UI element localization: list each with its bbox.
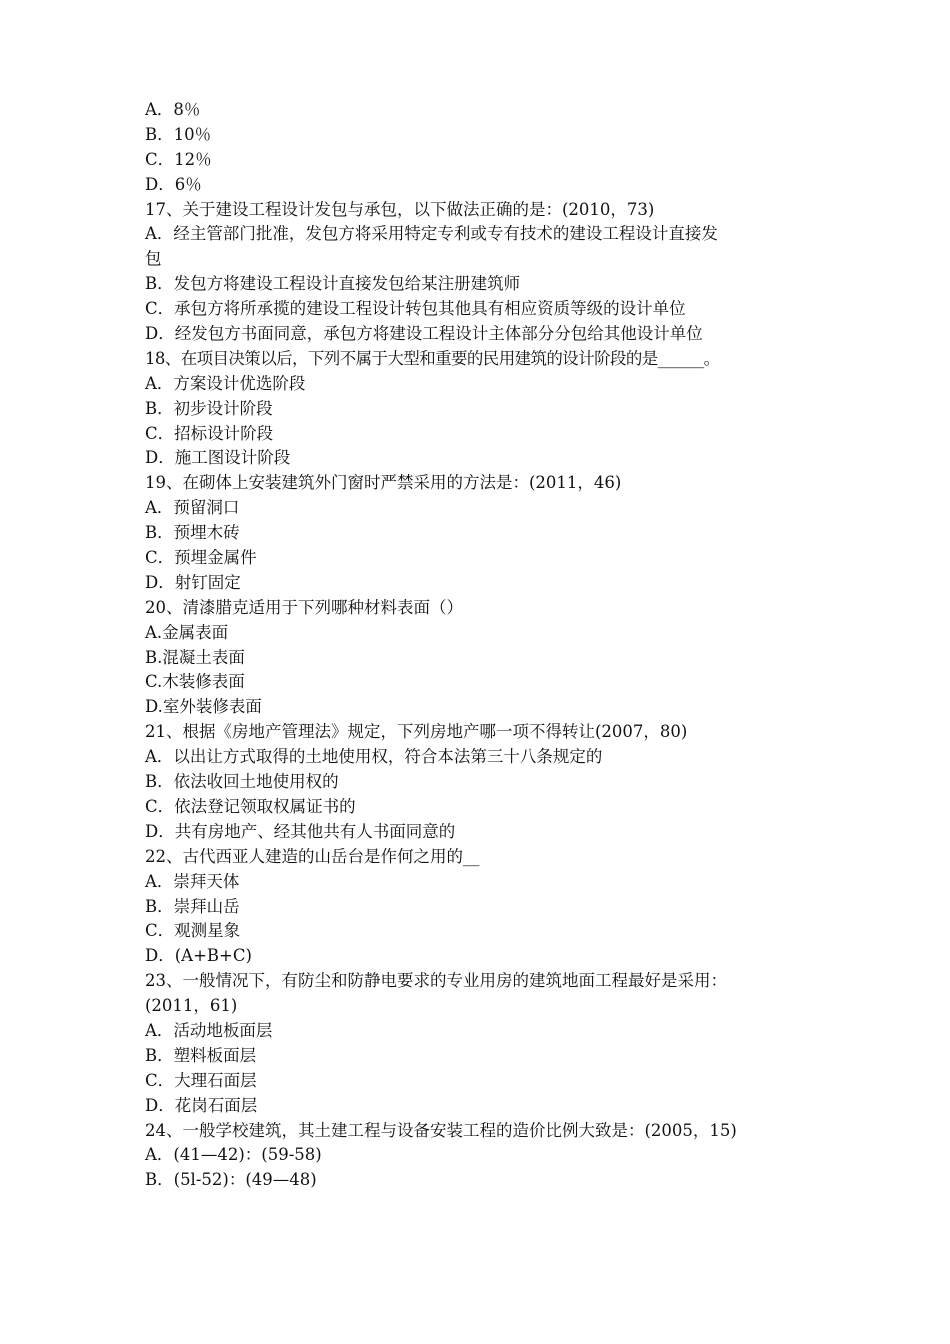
option-line: B．(5l-52)：(49—48) <box>145 1170 317 1190</box>
option-line: B．初步设计阶段 <box>145 398 273 418</box>
option-line: D．共有房地产、经其他共有人书面同意的 <box>145 821 456 841</box>
option-line: D．花岗石面层 <box>145 1095 258 1115</box>
option-line: B.混凝土表面 <box>145 647 245 667</box>
question-23: 23、一般情况下，有防尘和防静电要求的专业用房的建筑地面工程最好是采用： <box>145 971 727 991</box>
option-line: B．发包方将建设工程设计直接发包给某注册建筑师 <box>145 274 521 294</box>
option-line: B．预埋木砖 <box>145 523 240 543</box>
question-19: 19、在砌体上安装建筑外门窗时严禁采用的方法是：(2011，46) <box>145 473 622 493</box>
question-20: 20、清漆腊克适用于下列哪种材料表面（） <box>145 597 463 617</box>
question-23-continued: (2011，61) <box>145 996 238 1016</box>
option-line: C．预埋金属件 <box>145 548 257 568</box>
option-line: D．射钉固定 <box>145 572 241 592</box>
document-page <box>145 98 815 1193</box>
option-line: C．招标设计阶段 <box>145 423 274 443</box>
option-line: D．6％ <box>145 174 202 194</box>
option-line: A．崇拜天体 <box>145 871 240 891</box>
question-22: 22、古代西亚人建造的山岳台是作何之用的__ <box>145 846 480 866</box>
option-line: C．大理石面层 <box>145 1070 257 1090</box>
option-line: C．依法登记领取权属证书的 <box>145 796 356 816</box>
option-line: A．预留洞口 <box>145 498 240 518</box>
option-line: C.木装修表面 <box>145 672 245 692</box>
option-line: A．以出让方式取得的土地使用权，符合本法第三十八条规定的 <box>145 747 603 767</box>
question-21: 21、根据《房地产管理法》规定，下列房地产哪一项不得转让(2007，80) <box>145 722 688 742</box>
question-18: 18、在项目决策以后，下列不属于大型和重要的民用建筑的设计阶段的是______。 <box>145 348 720 368</box>
option-line-continued: 包 <box>145 249 162 269</box>
option-line: B．崇拜山岳 <box>145 896 240 916</box>
question-17: 17、关于建设工程设计发包与承包，以下做法正确的是：(2010，73) <box>145 199 655 219</box>
option-line: D.室外装修表面 <box>145 697 262 717</box>
option-line: A．活动地板面层 <box>145 1020 273 1040</box>
option-line: B．依法收回土地使用权的 <box>145 772 339 792</box>
option-line: C．承包方将所承揽的建设工程设计转包其他具有相应资质等级的设计单位 <box>145 299 686 319</box>
option-line: D．施工图设计阶段 <box>145 448 291 468</box>
option-line: A．经主管部门批准，发包方将采用特定专利或专有技术的建设工程设计直接发 <box>145 224 718 244</box>
option-line: D．经发包方书面同意，承包方将建设工程设计主体部分分包给其他设计单位 <box>145 324 703 344</box>
question-24: 24、一般学校建筑，其土建工程与设备安装工程的造价比例大致是：(2005，15) <box>145 1120 737 1140</box>
option-line: A．8％ <box>145 100 201 119</box>
option-line: C．12％ <box>145 149 212 169</box>
option-line: A.金属表面 <box>145 622 229 642</box>
option-line: A．(41—42)：(59-58) <box>145 1145 322 1165</box>
option-line: D．(A+B+C) <box>145 946 252 966</box>
option-line: C．观测星象 <box>145 921 241 941</box>
option-line: A．方案设计优选阶段 <box>145 373 306 393</box>
option-line: B．10％ <box>145 124 212 144</box>
option-line: B．塑料板面层 <box>145 1045 257 1065</box>
